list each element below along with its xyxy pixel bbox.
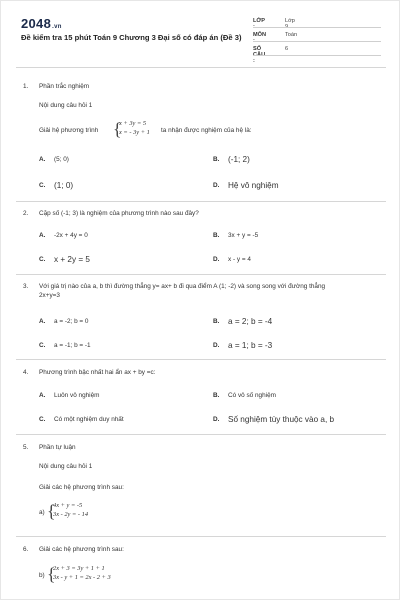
option-letter: A.	[39, 318, 46, 325]
option-letter: D.	[213, 416, 220, 423]
site-logo[interactable]	[21, 16, 62, 31]
page-title: Đề kiểm tra 15 phút Toán 9 Chương 3 Đại số có đáp án (Đề 3)	[21, 33, 242, 42]
question-divider	[16, 201, 386, 202]
option-c[interactable]: Có một nghiệm duy nhất	[54, 416, 124, 423]
option-a[interactable]: a = -2; b = 0	[54, 318, 89, 325]
option-d[interactable]: Hệ vô nghiệm	[228, 181, 279, 190]
info-value: 6	[285, 46, 289, 52]
option-letter: A.	[39, 392, 46, 399]
equation-1: 4x + y = -5	[53, 502, 83, 509]
equation-1: x + 3y = 5	[119, 120, 147, 127]
question-prompt: Giải hệ phương trình	[39, 127, 99, 134]
question-number: 6.	[23, 546, 29, 553]
equation-2: x = - 3y + 1	[119, 129, 150, 136]
equation-2: 3x - y + 1 = 2x - 2 + 3	[53, 574, 111, 581]
option-letter: B.	[213, 392, 220, 399]
option-a[interactable]: Luôn vô nghiệm	[54, 392, 100, 399]
question-prompt: Phương trình bậc nhất hai ẩn ax + by =c:	[39, 369, 156, 376]
logo-text: 2048	[21, 16, 52, 31]
option-a[interactable]: -2x + 4y = 0	[54, 232, 88, 239]
option-d[interactable]: a = 1; b = -3	[228, 341, 273, 350]
option-letter: D.	[213, 182, 220, 189]
option-letter: C.	[39, 256, 46, 263]
option-a[interactable]: (5; 0)	[54, 156, 69, 163]
option-letter: A.	[39, 232, 46, 239]
option-letter: C.	[39, 416, 46, 423]
info-label: LỚP :	[253, 18, 265, 30]
info-value: Toán	[285, 32, 298, 38]
question-prompt: Với giá trị nào của a, b thì đường thẳng y= ax+ b đi qua điểm A (1; -2) và song song với đường thẳng 2x+y=3	[39, 283, 326, 299]
option-b[interactable]: Có vô số nghiệm	[228, 392, 276, 399]
option-letter: D.	[213, 342, 220, 349]
question-number: 4.	[23, 369, 29, 376]
question-divider	[16, 536, 386, 537]
option-b[interactable]: (-1; 2)	[228, 155, 250, 164]
option-c[interactable]: (1; 0)	[54, 181, 74, 190]
info-underline	[253, 41, 381, 42]
equation-1: 2x + 3 = 3y + 1 + 1	[53, 565, 105, 572]
question-label: Nội dung câu hỏi 1	[39, 102, 93, 109]
option-d[interactable]: x - y = 4	[228, 256, 251, 263]
option-letter: C.	[39, 342, 46, 349]
equation-system	[119, 119, 150, 137]
section-title: Phần trắc nghiệm	[39, 83, 90, 90]
option-letter: B.	[213, 232, 220, 239]
question-divider	[16, 359, 386, 360]
option-b[interactable]: a = 2; b = -4	[228, 317, 273, 326]
question-number: 5.	[23, 444, 29, 451]
question-number: 2.	[23, 210, 29, 217]
option-letter: C.	[39, 182, 46, 189]
info-value: Lớp 9	[285, 18, 295, 30]
info-label: MÔN :	[253, 32, 267, 44]
section-title: Phần tự luận	[39, 444, 76, 451]
question-prompt: Giải các hệ phương trình sau:	[39, 546, 124, 553]
system-brace: {	[113, 119, 122, 139]
option-c[interactable]: a = -1; b = -1	[54, 342, 91, 349]
option-letter: D.	[213, 256, 220, 263]
part-label: a)	[39, 509, 45, 516]
header-divider	[16, 67, 386, 68]
system-brace: {	[47, 501, 56, 521]
question-divider	[16, 434, 386, 435]
equation-system	[53, 501, 88, 519]
info-label: SỐ CÂU :	[253, 46, 266, 64]
question-prompt-cont: ta nhận được nghiệm của hệ là:	[161, 127, 252, 134]
option-letter: B.	[213, 318, 220, 325]
info-underline	[253, 27, 381, 28]
equation-system	[53, 564, 111, 582]
option-c[interactable]: x + 2y = 5	[54, 255, 90, 264]
option-letter: A.	[39, 156, 46, 163]
question-prompt: Giải các hệ phương trình sau:	[39, 484, 124, 491]
question-number: 1.	[23, 83, 29, 90]
question-number: 3.	[23, 283, 29, 290]
option-letter: B.	[213, 156, 220, 163]
part-label: b)	[39, 572, 45, 579]
question-label: Nội dung câu hỏi 1	[39, 463, 93, 470]
system-brace: {	[47, 564, 56, 584]
option-d[interactable]: Số nghiệm tùy thuộc vào a, b	[228, 415, 335, 424]
logo-suffix: .vn	[52, 24, 62, 30]
equation-2: 3x - 2y = - 14	[53, 511, 89, 518]
question-divider	[16, 274, 386, 275]
info-underline	[253, 55, 381, 56]
option-b[interactable]: 3x + y = -5	[228, 232, 259, 239]
question-prompt: Cặp số (-1; 3) là nghiệm của phương trình nào sau đây?	[39, 210, 199, 217]
